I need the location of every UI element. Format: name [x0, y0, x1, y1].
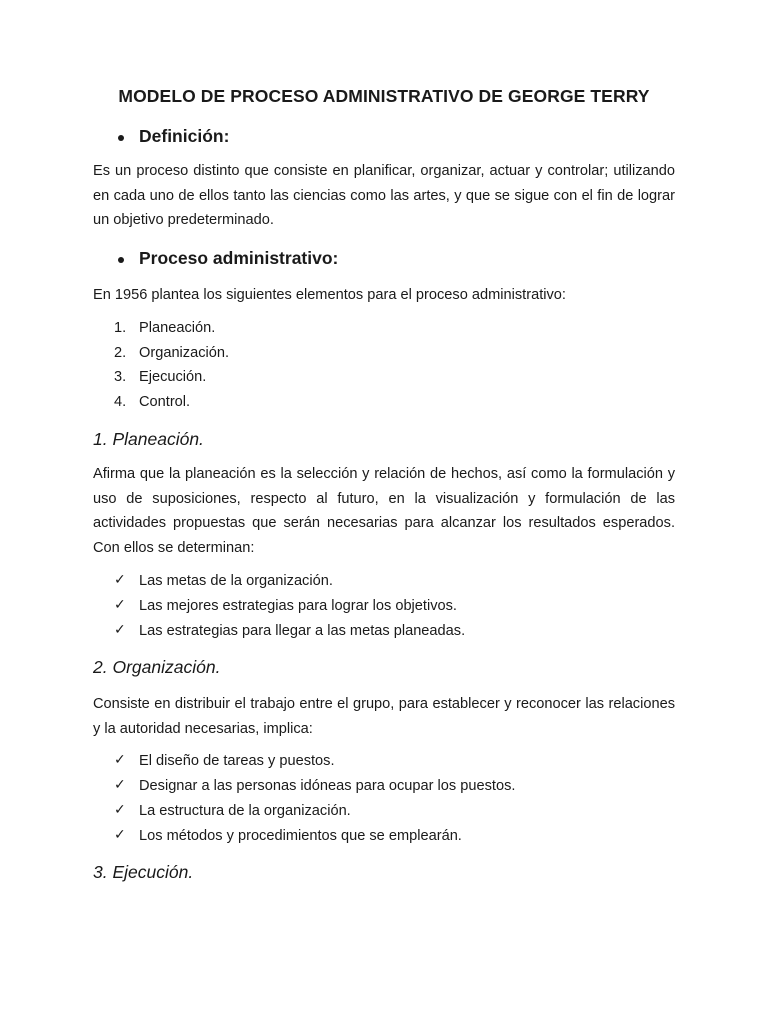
check-icon: ✓: [114, 572, 126, 588]
list-item-label: Planeación.: [139, 320, 216, 336]
check-icon: ✓: [114, 752, 126, 768]
list-item-label: La estructura de la organización.: [139, 803, 351, 819]
list-item-number: 4.: [114, 394, 127, 410]
check-icon: ✓: [114, 597, 126, 613]
list-item-number: 1.: [114, 320, 127, 336]
definition-paragraph: Es un proceso distinto que consiste en planificar, organizar, actuar y controlar; utilizando en cada uno de ellos tanto las ciencias como las artes, y que se sigue con el fin de lograr un objetivo predeterminado.: [93, 163, 675, 229]
process-intro: En 1956 plantea los siguientes elementos para el proceso administrativo:: [93, 287, 566, 303]
list-item-label: Control.: [139, 394, 191, 410]
organizacion-heading: 2. Organización.: [93, 657, 221, 677]
organizacion-paragraph: Consiste en distribuir el trabajo entre el grupo, para establecer y reconocer las relaciones y la autoridad necesarias, implica:: [93, 696, 675, 737]
list-item-label: Designar a las personas idóneas para ocupar los puestos.: [139, 778, 516, 794]
planeacion-paragraph: Afirma que la planeación es la selección y relación de hechos, así como la formulación y uso de suposiciones, respecto al futuro, en la visualización y formulación de las actividades propuestas que serán necesarias para alcanzar los resultados esperados. Con ellos se determinan:: [93, 466, 675, 557]
check-icon: ✓: [114, 622, 126, 638]
bullet-icon: [118, 135, 124, 141]
list-item-label: Las estrategias para llegar a las metas planeadas.: [139, 623, 466, 639]
list-item-label: El diseño de tareas y puestos.: [139, 753, 335, 769]
list-item-label: Las metas de la organización.: [139, 573, 333, 589]
list-item-number: 2.: [114, 345, 127, 361]
ejecucion-heading: 3. Ejecución.: [93, 862, 194, 882]
definition-heading-label: Definición:: [139, 126, 230, 146]
check-icon: ✓: [114, 827, 126, 843]
bullet-icon: [118, 257, 124, 263]
list-item-label: Ejecución.: [139, 369, 207, 385]
process-heading-label: Proceso administrativo:: [139, 248, 339, 268]
list-item-label: Los métodos y procedimientos que se emplearán.: [139, 828, 462, 844]
planeacion-heading: 1. Planeación.: [93, 429, 204, 449]
page-title: MODELO DE PROCESO ADMINISTRATIVO DE GEORGE TERRY: [118, 86, 650, 106]
check-icon: ✓: [114, 802, 126, 818]
list-item-label: Organización.: [139, 345, 230, 361]
list-item-number: 3.: [114, 369, 127, 385]
check-icon: ✓: [114, 777, 126, 793]
list-item-label: Las mejores estrategias para lograr los objetivos.: [139, 598, 457, 614]
